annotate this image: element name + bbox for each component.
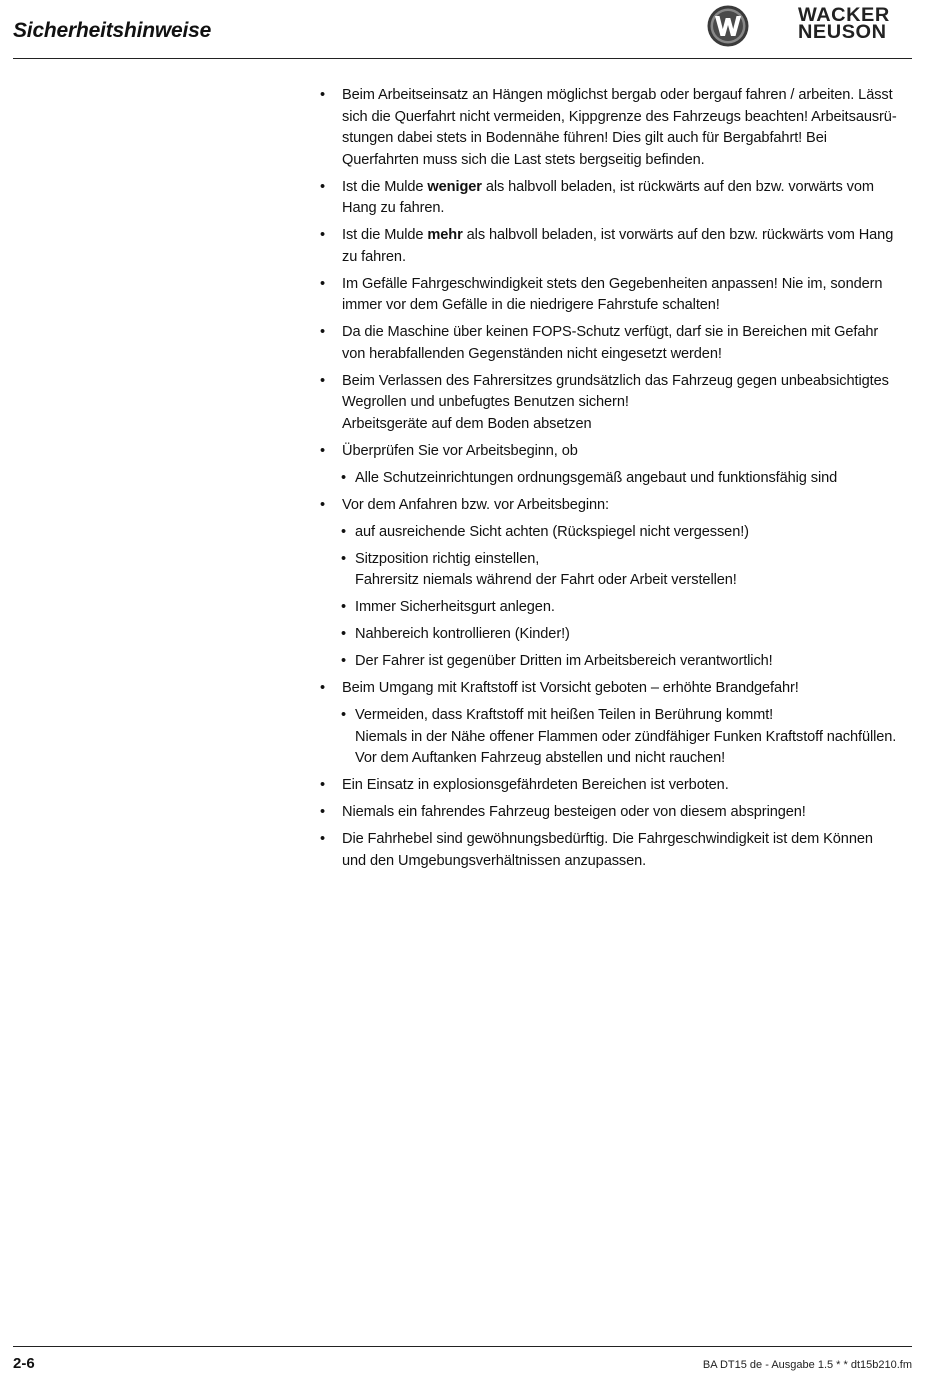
item-line: Die Fahrhebel sind gewöhnungsbedürftig. Die Fahrgeschwindigkeit ist dem Können xyxy=(342,831,873,847)
sub-bullet-marker: • xyxy=(341,653,347,669)
list-item xyxy=(320,85,920,171)
item-line: Beim Verlassen des Fahrersitzes grundsätzlich das Fahrzeug gegen unbeabsichtigtes xyxy=(342,372,889,389)
item-line: Querfahrten muss sich die Last stets bergseitig befinden. xyxy=(342,151,705,168)
list-item xyxy=(320,322,920,365)
list-item xyxy=(320,225,920,268)
list-item xyxy=(320,177,920,220)
item-line: Wegrollen und unbefugtes Benutzen sichern! xyxy=(342,394,629,410)
list-item xyxy=(320,274,920,317)
sub-list-item xyxy=(320,651,920,673)
item-line: immer vor dem Gefälle in die niedrigere Fahrstufe schalten! xyxy=(342,297,720,313)
page-footer xyxy=(13,1346,912,1372)
sub-item-line: Nahbereich kontrollieren (Kinder!) xyxy=(355,626,570,642)
emphasis-text: weniger xyxy=(427,178,482,195)
sub-bullet-marker: • xyxy=(341,523,347,540)
sub-list-item xyxy=(320,624,920,646)
item-line: Arbeitsgeräte auf dem Boden absetzen xyxy=(342,415,592,432)
bullet-marker: • xyxy=(320,324,326,340)
sub-bullet-marker: • xyxy=(341,707,347,723)
sub-item-line: Niemals in der Nähe offener Flammen oder zündfähiger Funken Kraftstoff nachfüllen. xyxy=(355,728,897,745)
item-line: Da die Maschine über keinen FOPS-Schutz verfügt, darf sie in Bereichen mit Gefahr xyxy=(342,324,879,340)
list-item xyxy=(320,371,920,436)
bullet-marker: • xyxy=(320,804,326,820)
sub-bullet-marker: • xyxy=(341,550,347,567)
sub-item-line: Sitzposition richtig einstellen, xyxy=(355,550,540,567)
bullet-marker: • xyxy=(320,442,326,459)
safety-instructions-list xyxy=(320,85,920,878)
wacker-neuson-logo-icon xyxy=(706,4,750,48)
sub-item-line: auf ausreichende Sicht achten (Rückspiegel nicht vergessen!) xyxy=(355,523,749,540)
bullet-marker: • xyxy=(320,275,326,292)
bullet-marker: • xyxy=(320,680,326,696)
sub-list-item xyxy=(320,705,920,770)
sub-item-line: Vermeiden, dass Kraftstoff mit heißen Teilen in Berührung kommt! xyxy=(355,707,774,723)
item-line: sich die Querfahrt nicht vermeiden, Kippgrenze des Fahrzeugs beachten! Arbeitsausrü- xyxy=(342,108,897,125)
item-line: Hang zu fahren. xyxy=(342,200,445,216)
item-line: Beim Umgang mit Kraftstoff ist Vorsicht geboten – erhöhte Brandgefahr! xyxy=(342,680,799,696)
item-line: Ein Einsatz in explosionsgefährdeten Bereichen ist verboten. xyxy=(342,777,729,793)
list-item xyxy=(320,802,920,824)
logo-wordmark xyxy=(798,7,890,41)
item-line: Ist die Mulde mehr als halbvoll beladen, ist vorwärts auf den bzw. rückwärts vom Hang xyxy=(342,227,894,243)
sub-list-item xyxy=(320,597,920,619)
bullet-marker: • xyxy=(320,227,326,243)
page-header xyxy=(13,0,912,59)
sub-item-line: Immer Sicherheitsgurt anlegen. xyxy=(355,599,555,615)
sub-item-line: Vor dem Auftanken Fahrzeug abstellen und nicht rauchen! xyxy=(355,750,726,766)
item-line: zu fahren. xyxy=(342,248,406,265)
list-item xyxy=(320,678,920,700)
bullet-marker: • xyxy=(320,372,326,389)
sub-bullet-marker: • xyxy=(341,626,347,642)
page-number: 2-6 xyxy=(13,1355,35,1372)
list-item xyxy=(320,495,920,517)
item-line: von herabfallenden Gegenständen nicht eingesetzt werden! xyxy=(342,345,722,362)
page-title: Sicherheitshinweise xyxy=(13,19,212,42)
item-line: Beim Arbeitseinsatz an Hängen möglichst bergab oder bergauf fahren / arbeiten. Lässt xyxy=(342,87,893,103)
item-line: Ist die Mulde weniger als halbvoll beladen, ist rückwärts auf den bzw. vorwärts vom xyxy=(342,178,874,195)
bullet-marker: • xyxy=(320,496,326,513)
logo-line-1: WACKER xyxy=(798,5,890,26)
list-item xyxy=(320,775,920,797)
sub-list-item xyxy=(320,549,920,592)
sub-list-item xyxy=(320,468,920,490)
sub-bullet-marker: • xyxy=(341,599,347,615)
bullet-marker: • xyxy=(320,777,326,793)
sub-bullet-marker: • xyxy=(341,469,347,486)
item-line: und den Umgebungsverhältnissen anzupassen. xyxy=(342,852,647,869)
sub-item-line: Alle Schutzeinrichtungen ordnungsgemäß angebaut und funktionsfähig sind xyxy=(355,469,838,486)
logo-line-2: NEUSON xyxy=(798,22,887,43)
document-reference: BA DT15 de - Ausgabe 1.5 * * dt15b210.fm xyxy=(702,1359,912,1371)
wacker-neuson-logo xyxy=(706,4,906,48)
item-line: Vor dem Anfahren bzw. vor Arbeitsbeginn: xyxy=(342,496,609,513)
sub-item-line: Fahrersitz niemals während der Fahrt oder Arbeit verstellen! xyxy=(355,572,737,588)
emphasis-text: mehr xyxy=(427,227,463,243)
item-line: Im Gefälle Fahrgeschwindigkeit stets den Gegebenheiten anpassen! Nie im, sondern xyxy=(342,275,883,292)
item-line: Niemals ein fahrendes Fahrzeug besteigen oder von diesem abspringen! xyxy=(342,804,806,820)
sub-list-item xyxy=(320,522,920,544)
bullet-marker: • xyxy=(320,178,326,195)
item-line: Überprüfen Sie vor Arbeitsbeginn, ob xyxy=(342,442,578,459)
sub-item-line: Der Fahrer ist gegenüber Dritten im Arbeitsbereich verantwortlich! xyxy=(355,653,773,669)
bullet-marker: • xyxy=(320,831,326,847)
bullet-marker: • xyxy=(320,87,326,103)
list-item xyxy=(320,829,920,872)
list-item xyxy=(320,441,920,463)
item-line: stungen dabei stets in Bodennähe führen! Dies gilt auch für Bergabfahrt! Bei xyxy=(342,130,827,146)
